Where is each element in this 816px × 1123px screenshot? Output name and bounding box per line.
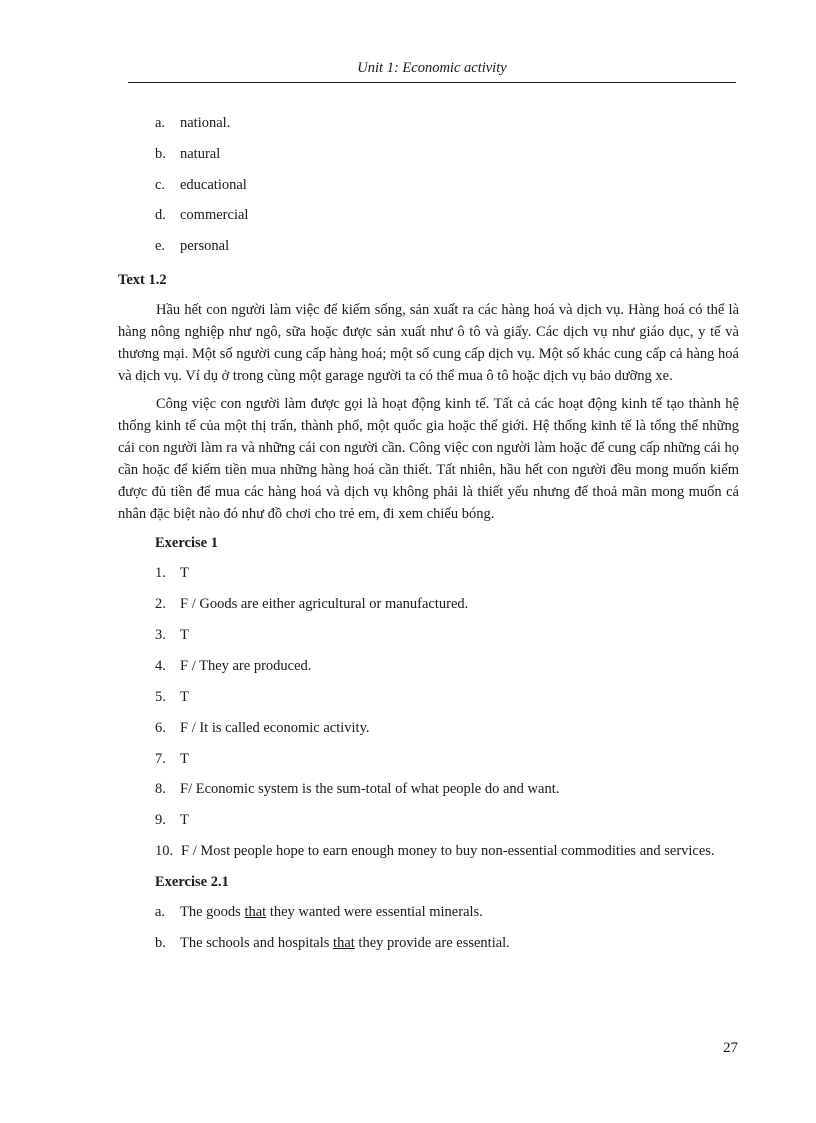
- answer-number: 6.: [155, 719, 166, 736]
- page-number: 27: [723, 1040, 738, 1056]
- answer-item: [118, 932, 739, 954]
- answer-sentence: [180, 932, 739, 954]
- list-item: [118, 235, 739, 257]
- answer-text: F / It is called economic activity.: [180, 719, 370, 736]
- sentence-part: The goods: [180, 904, 245, 921]
- list-item: [118, 174, 739, 196]
- option-label: a.: [155, 115, 166, 131]
- answer-item: [118, 778, 739, 800]
- list-item: [118, 204, 739, 226]
- answer-item: [118, 686, 739, 708]
- running-header: Unit 1: Economic activity: [357, 60, 507, 76]
- answer-number: 8.: [155, 781, 166, 798]
- answer-text: T: [180, 812, 189, 829]
- answer-item: [118, 901, 739, 923]
- page-body: [118, 112, 739, 963]
- answer-item: [118, 809, 739, 831]
- answer-label: a.: [155, 904, 166, 921]
- option-text: personal: [180, 238, 230, 255]
- answer-text: T: [180, 688, 189, 705]
- option-label: d.: [155, 207, 166, 224]
- option-text: educational: [180, 176, 247, 193]
- answer-text: F / They are produced.: [180, 657, 312, 674]
- underlined-word: that: [333, 934, 355, 951]
- sentence-part: they provide are essential.: [354, 934, 510, 951]
- answer-text: F / Goods are either agricultural or manufactured.: [180, 596, 469, 613]
- header-divider: [128, 82, 736, 83]
- option-label: e.: [155, 238, 166, 255]
- answer-item: [118, 655, 739, 677]
- text-1-2-heading: Text 1.2: [118, 272, 167, 289]
- option-list: [118, 112, 739, 257]
- list-item: [118, 143, 739, 165]
- answer-text: T: [180, 626, 189, 643]
- answer-item: [118, 562, 739, 584]
- answer-number: 5.: [155, 688, 166, 705]
- answer-text: T: [180, 750, 189, 767]
- answer-text: T: [180, 565, 189, 582]
- list-item: [118, 112, 739, 134]
- option-label: b.: [155, 145, 166, 162]
- exercise-1-heading: Exercise 1: [155, 535, 218, 552]
- option-text: national.: [180, 115, 231, 131]
- sentence-part: they wanted were essential minerals.: [266, 904, 483, 921]
- answer-number: 4.: [155, 657, 166, 674]
- answer-item: [118, 624, 739, 646]
- answer-number: 2.: [155, 596, 166, 613]
- answer-number: 7.: [155, 750, 166, 767]
- sentence-part: The schools and hospitals: [180, 934, 334, 951]
- exercise-2-1-heading: Exercise 2.1: [155, 874, 229, 891]
- answer-text: F / Most people hope to earn enough money to buy non-essential commodities and services.: [181, 843, 715, 860]
- answer-number: 3.: [155, 626, 166, 643]
- option-text: commercial: [180, 207, 249, 224]
- text-paragraph: Công việc con người làm được gọi là hoạt động kinh tế. Tất cả các hoạt động kinh tế tạo thành hệ thống kinh tế của một thị trấn, thành phố, một quốc gia hoặc thế giới. Hệ thống kinh tế là tổng thể những cái con người làm ra và những cái con người cần. Công việc con người làm hoặc để cung cấp những cái họ cần hoặc để kiếm tiền mua những hàng hoá cần thiết. Tất nhiên, hầu hết con người đều mong muốn kiếm được đủ tiền để mua các hàng hoá và dịch vụ không phải là thiết yếu nhưng để thoả mãn mong muốn cá nhân đặc biệt nào đó như đồ chơi cho trẻ em, đi xem chiếu bóng.: [118, 396, 739, 523]
- answer-item: [118, 840, 739, 862]
- answer-item: [118, 593, 739, 615]
- option-text: natural: [180, 145, 221, 162]
- answer-number: 1.: [155, 565, 166, 582]
- text-paragraph: Hầu hết con người làm việc để kiếm sống, sản xuất ra các hàng hoá và dịch vụ. Hàng hoá có thể là hàng nông nghiệp như ngô, sữa hoặc được sản xuất như ô tô và giấy. Các dịch vụ như giáo dục, y tế và thương mại. Một số người cung cấp hàng hoá; một số cung cấp dịch vụ. Một số khác cung cấp cả hàng hoá và dịch vụ. Ví dụ ở trong cùng một garage người ta có thể mua ô tô hoặc dịch vụ bảo dưỡng xe.: [118, 302, 739, 385]
- option-label: c.: [155, 176, 166, 193]
- answer-item: [118, 717, 739, 739]
- underlined-word: that: [244, 904, 267, 921]
- answer-number: 9.: [155, 812, 166, 829]
- answer-number: 10.: [155, 843, 174, 860]
- answer-sentence: [180, 901, 739, 923]
- answer-label: b.: [155, 934, 166, 951]
- answer-text: F/ Economic system is the sum-total of what people do and want.: [180, 781, 560, 798]
- answer-item: [118, 748, 739, 770]
